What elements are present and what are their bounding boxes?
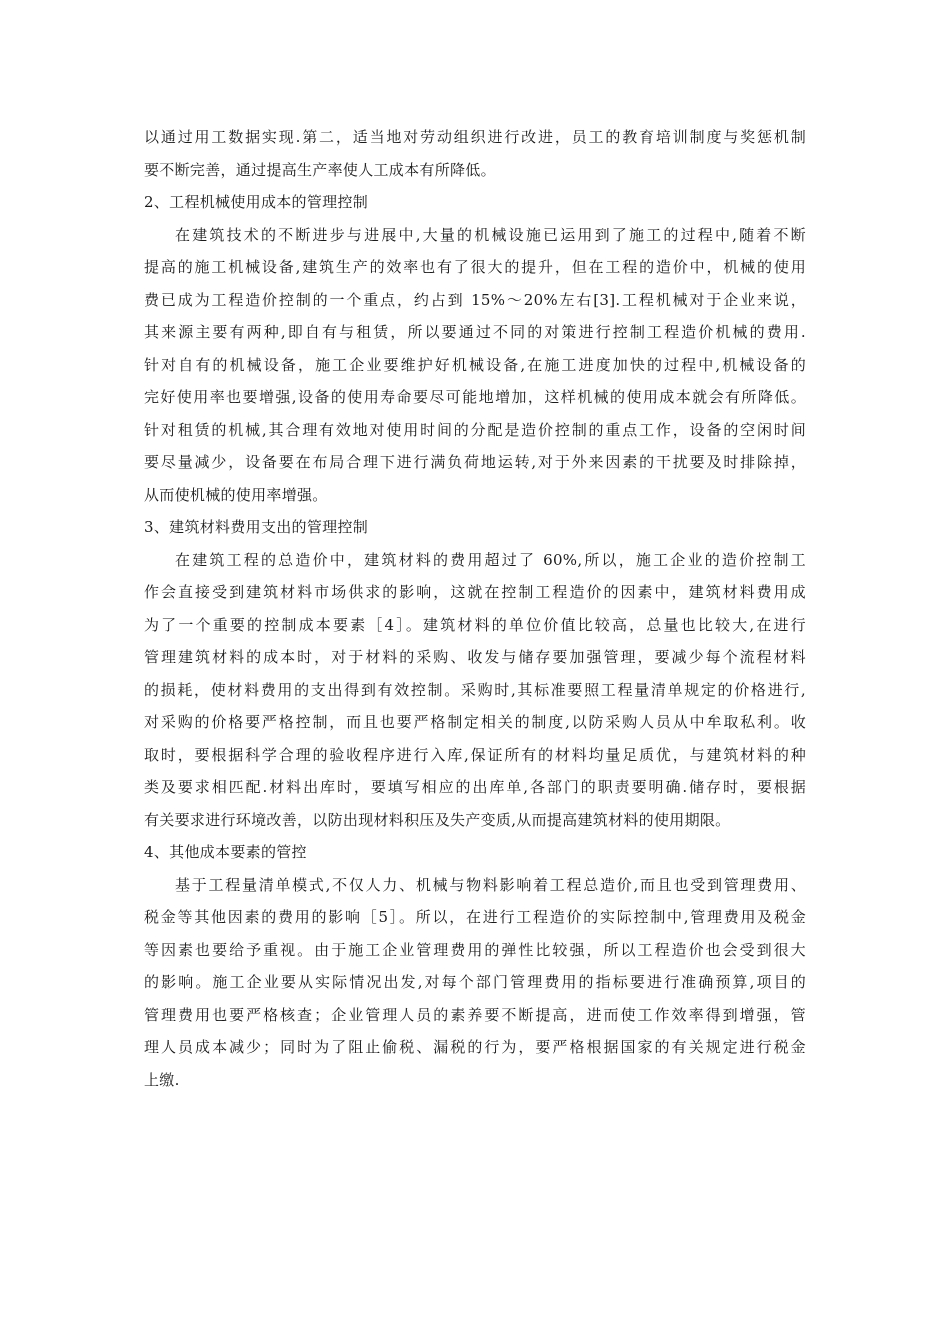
paragraph-line: 管理费用也要严格核查；企业管理人员的素养要不断提高，进而使工作效率得到增强，管 [144,1005,806,1024]
paragraph-line: 针对自有的机械设备，施工企业要维护好机械设备,在施工进度加快的过程中,机械设备的 [144,355,806,374]
paragraph-line: 以通过用工数据实现.第二，适当地对劳动组织进行改进，员工的教育培训制度与奖惩机制 [144,128,806,146]
paragraph-line: 费已成为工程造价控制的一个重点，约占到 15%～20%左右[3].工程机械对于企业来说， [144,290,806,309]
paragraph-line: 作会直接受到建筑材料市场供求的影响，这就在控制工程造价的因素中，建筑材料费用成 [144,583,806,601]
paragraph-line: 提高的施工机械设备,建筑生产的效率也有了很大的提升，但在工程的造价中，机械的使用 [144,258,806,276]
paragraph-line: 的影响。施工企业要从实际情况出发,对每个部门管理费用的指标要进行准确预算,项目的 [144,973,806,991]
document-body [144,121,806,1096]
paragraph-line: 理人员成本减少；同时为了阻止偷税、漏税的行为，要严格根据国家的有关规定进行税金 [144,1038,806,1056]
paragraph-line: 上缴. [144,1070,180,1089]
paragraph-line: 针对租赁的机械,其合理有效地对使用时间的分配是造价控制的重点工作，设备的空闲时间 [144,420,806,439]
paragraph-line: 要不断完善，通过提高生产率使人工成本有所降低。 [144,160,496,179]
paragraph-line: 从而使机械的使用率增强。 [144,485,328,504]
paragraph-line: 完好使用率也要增强,设备的使用寿命要尽可能地增加，这样机械的使用成本就会有所降低。 [144,388,806,406]
paragraph-line: 在建筑技术的不断进步与进展中,大量的机械设施已运用到了施工的过程中,随着不断 [175,225,806,244]
paragraph-line: 为了一个重要的控制成本要素［4］。建筑材料的单位价值比较高，总量也比较大,在进行 [144,615,806,634]
paragraph-line: 有关要求进行环境改善，以防出现材料积压及失产变质,从而提高建筑材料的使用期限。 [144,810,731,829]
paragraph-line: 对采购的价格要严格控制，而且也要严格制定相关的制度,以防采购人员从中牟取私利。收 [144,713,806,731]
paragraph-line: 其来源主要有两种,即自有与租赁，所以要通过不同的对策进行控制工程造价机械的费用. [144,323,806,341]
paragraph-line: 要尽量减少，设备要在布局合理下进行满负荷地运转,对于外来因素的干扰要及时排除掉， [144,453,806,471]
paragraph-line: 类及要求相匹配.材料出库时，要填写相应的出库单,各部门的职责要明确.储存时，要根据 [144,778,806,796]
section-heading: 3、建筑材料费用支出的管理控制 [144,518,369,536]
paragraph-line: 在建筑工程的总造价中，建筑材料的费用超过了 60%,所以，施工企业的造价控制工 [175,550,806,569]
paragraph-line: 的损耗，使材料费用的支出得到有效控制。采购时,其标准要照工程量清单规定的价格进行, [144,680,806,699]
section-heading: 4、其他成本要素的管控 [144,843,307,861]
paragraph-line: 等因素也要给予重视。由于施工企业管理费用的弹性比较强，所以工程造价也会受到很大 [144,940,806,959]
paragraph-line: 基于工程量清单模式,不仅人力、机械与物料影响着工程总造价,而且也受到管理费用、 [175,875,806,894]
paragraph-line: 取时，要根据科学合理的验收程序进行入库,保证所有的材料均量足质优，与建筑材料的种 [144,745,806,764]
paragraph-line: 税金等其他因素的费用的影响［5］。所以，在进行工程造价的实际控制中,管理费用及税金 [144,908,806,926]
section-heading: 2、工程机械使用成本的管理控制 [144,193,369,211]
paragraph-line: 管理建筑材料的成本时，对于材料的采购、收发与储存要加强管理，要减少每个流程材料 [144,648,806,666]
